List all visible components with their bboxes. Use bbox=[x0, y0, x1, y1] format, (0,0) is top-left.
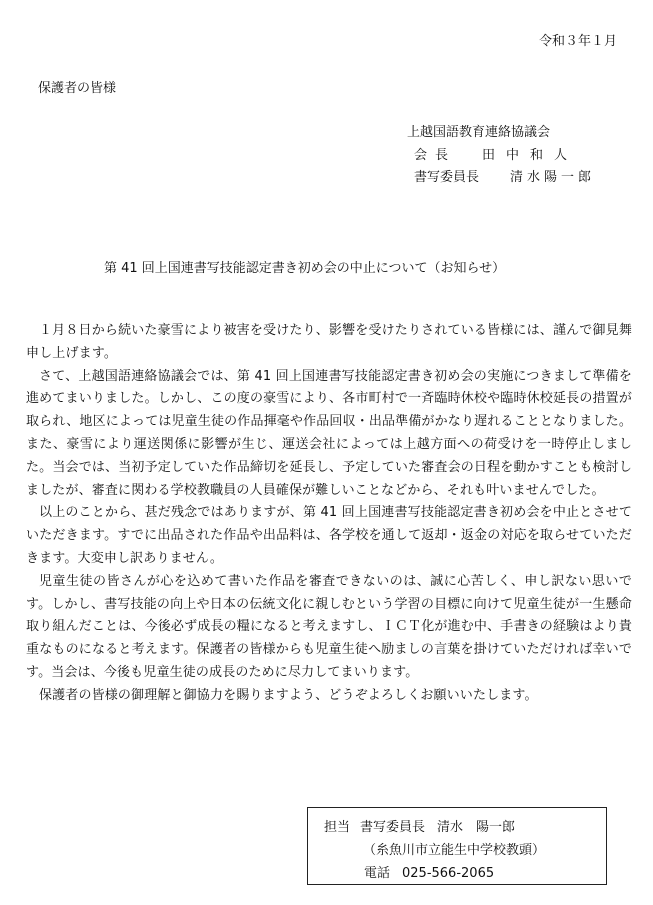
chair-name: 田中和人 bbox=[482, 148, 579, 163]
committee-name: 清水陽一郎 bbox=[510, 170, 596, 185]
sender-chair bbox=[414, 144, 578, 163]
body-paragraph: さて、上越国語連絡協議会では、第 41 回上国連書写技能認定書き初め会の実施につきまして準備を進めてまいりました。しかし、この度の豪雪により、各市町村で一斉臨時休校や臨時休校延長の措置が取られ、地区によっては児童生徒の作品揮毫や作品回収・出品準備がかなり遅れることとなりました。また、豪雪により運送関係に影響が生じ、運送会社によっては上越方面への荷受けを一時停止しました。当会では、当初予定していた作品締切を延長し、予定していた審査会の日程を動かすことも検討しましたが、審査に関わる学校教職員の人員確保が難しいことなどから、それも叶いませんでした。 bbox=[26, 368, 632, 498]
phone-number: 025-566-2065 bbox=[402, 866, 495, 881]
addressee: 保護者の皆様 bbox=[38, 81, 117, 96]
contact-role: 書写委員長 bbox=[360, 820, 426, 835]
phone-label: 電話 bbox=[364, 866, 391, 881]
issue-date: 令和３年１月 bbox=[538, 34, 617, 49]
contact-affiliation: （糸魚川市立能生中学校教頭） bbox=[363, 843, 546, 858]
notice-body bbox=[26, 320, 632, 708]
contact-box bbox=[307, 807, 607, 885]
body-paragraph: 児童生徒の皆さんが心を込めて書いた作品を審査できないのは、誠に心苦しく、申し訳ない思いです。しかし、書写技能の向上や日本の伝統文化に親しむという学習の目標に向けて児童生徒が一生懸命取り組んだことは、今後必ず成長の糧になると考えますし、ＩＣＴ化が進む中、手書きの経験はより貴重なものになると考えます。保護者の皆様からも児童生徒へ励ましの言葉を掛けていただければ幸いです。当会は、今後も児童生徒の成長のために尽力してまいります。 bbox=[26, 573, 632, 680]
contact-name: 清水 陽一郎 bbox=[437, 820, 516, 835]
sender-committee bbox=[414, 166, 595, 185]
committee-title: 書写委員長 bbox=[414, 170, 480, 185]
body-paragraph: １月８日から続いた豪雪により被害を受けたり、影響を受けたりされている皆様には、謹んで御見舞申し上げます。 bbox=[26, 323, 632, 361]
body-paragraph: 保護者の皆様の御理解と御協力を賜りますよう、どうぞよろしくお願いいたします。 bbox=[39, 687, 538, 703]
contact-label: 担当 bbox=[324, 820, 351, 835]
contact-person-line bbox=[324, 816, 515, 835]
sender-organization: 上越国語教育連絡協議会 bbox=[407, 125, 551, 140]
notice-title: 第 41 回上国連書写技能認定書き初め会の中止について（お知らせ） bbox=[104, 261, 506, 276]
chair-title: 会長 bbox=[414, 148, 457, 163]
body-paragraph: 以上のことから、甚だ残念ではありますが、第 41 回上国連書写技能認定書き初め会を中止とさせていただきます。すでに出品された作品や出品料は、各学校を通して返却・返金の対応を取らせていただきます。大変申し訳ありません。 bbox=[26, 505, 632, 566]
contact-phone-line bbox=[364, 862, 494, 881]
